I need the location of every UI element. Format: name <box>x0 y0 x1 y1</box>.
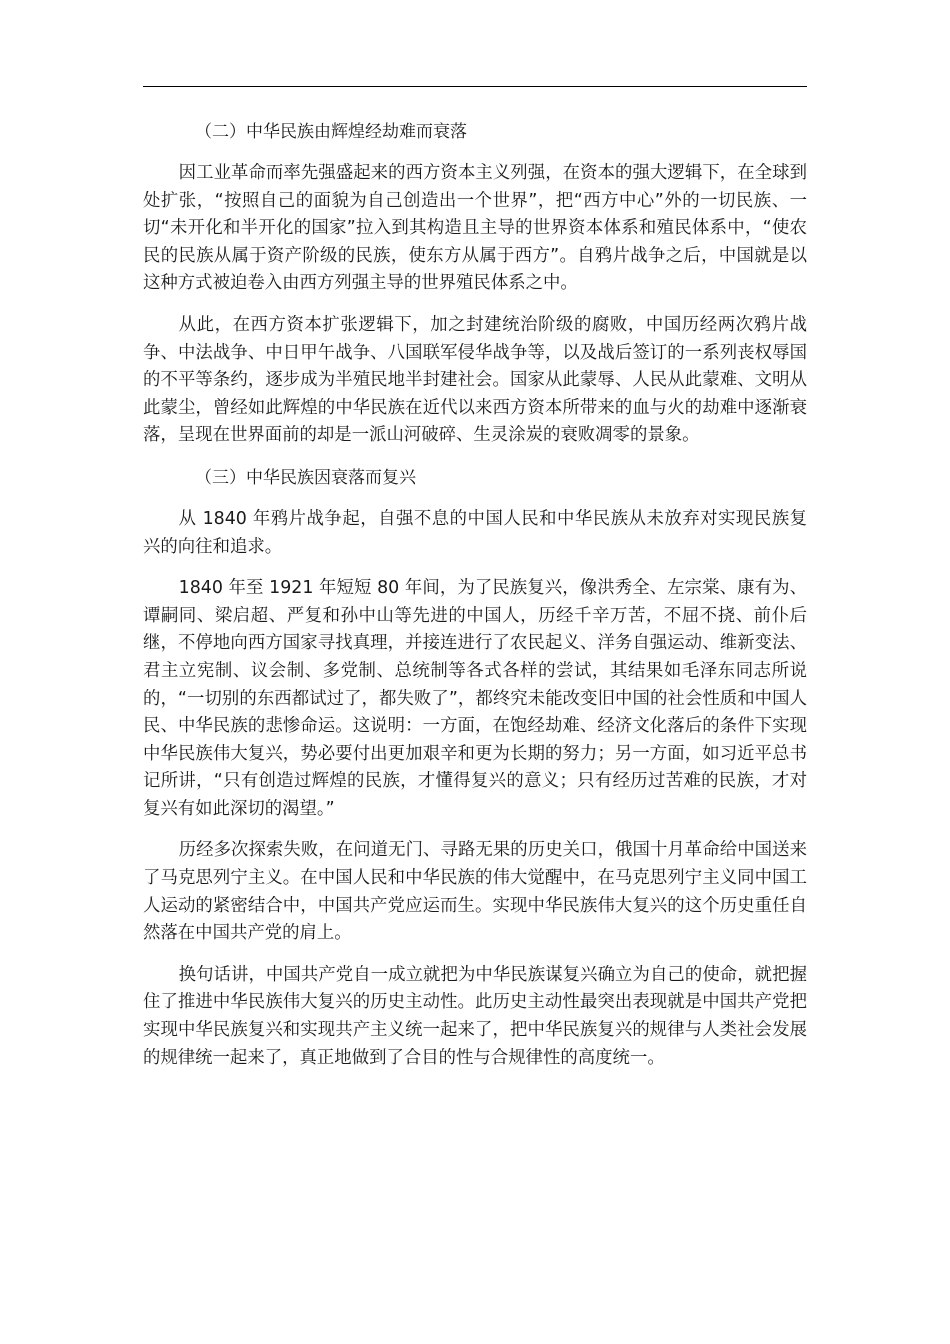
section-3-paragraph-2: 1840 年至 1921 年短短 80 年间，为了民族复兴，像洪秀全、左宗棠、康有为、谭嗣同、梁启超、严复和孙中山等先进的中国人，历经千辛万苦，不屈不挠、前仆后继，不停地向西方国家寻找真理，并接连进行了农民起义、洋务自强运动、维新变法、君主立宪制、议会制、多党制、总统制等各式各样的尝试，其结果如毛泽东同志所说的，“一切别的东西都试过了，都失败了”，都终究未能改变旧中国的社会性质和中国人民、中华民族的悲惨命运。这说明：一方面，在饱经劫难、经济文化落后的条件下实现中华民族伟大复兴，势必要付出更加艰辛和更为长期的努力；另一方面，如习近平总书记所讲，“只有创造过辉煌的民族，才懂得复兴的意义；只有经历过苦难的民族，才对复兴有如此深切的渴望。” <box>143 578 807 819</box>
header-rule <box>143 86 807 87</box>
section-3-paragraph-1: 从 1840 年鸦片战争起，自强不息的中国人民和中华民族从未放弃对实现民族复兴的向往和追求。 <box>143 508 807 557</box>
section-2-paragraph-1: 因工业革命而率先强盛起来的西方资本主义列强，在资本的强大逻辑下，在全球到处扩张，“按照自己的面貌为自己创造出一个世界”，把“西方中心”外的一切民族、一切“未开化和半开化的国家”拉入到其构造且主导的世界资本体系和殖民体系中，“使农民的民族从属于资产阶级的民族，使东方从属于西方”。自鸦片战争之后，中国就是以这种方式被迫卷入由西方列强主导的世界殖民体系之中。 <box>143 163 807 294</box>
section-3-heading: （三）中华民族因衰落而复兴 <box>195 467 416 488</box>
section-2-paragraph-2: 从此，在西方资本扩张逻辑下，加之封建统治阶级的腐败，中国历经两次鸦片战争、中法战争、中日甲午战争、八国联军侵华战争等，以及战后签订的一系列丧权辱国的不平等条约，逐步成为半殖民地半封建社会。国家从此蒙辱、人民从此蒙难、文明从此蒙尘，曾经如此辉煌的中华民族在近代以来西方资本所带来的血与火的劫难中逐渐衰落，呈现在世界面前的却是一派山河破碎、生灵涂炭的衰败凋零的景象。 <box>143 314 807 446</box>
document-body <box>143 118 807 1086</box>
section-3-paragraph-3: 历经多次探索失败，在问道无门、寻路无果的历史关口，俄国十月革命给中国送来了马克思列宁主义。在中国人民和中华民族的伟大觉醒中，在马克思列宁主义同中国工人运动的紧密结合中，中国共产党应运而生。实现中华民族伟大复兴的这个历史重任自然落在中国共产党的肩上。 <box>143 840 807 944</box>
section-3-paragraph-4: 换句话讲，中国共产党自一成立就把为中华民族谋复兴确立为自己的使命，就把握住了推进中华民族伟大复兴的历史主动性。此历史主动性最突出表现就是中国共产党把实现中华民族复兴和实现共产主义统一起来了，把中华民族复兴的规律与人类社会发展的规律统一起来了，真正地做到了合目的性与合规律性的高度统一。 <box>143 964 807 1068</box>
section-2-heading: （二）中华民族由辉煌经劫难而衰落 <box>195 122 467 142</box>
